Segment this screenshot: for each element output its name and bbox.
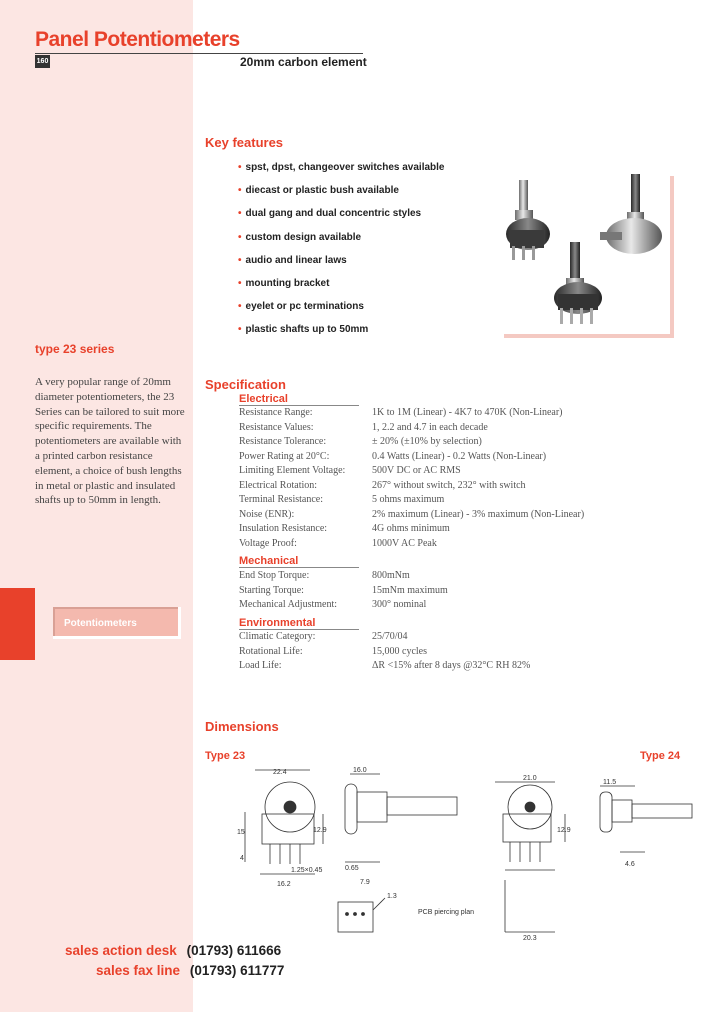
electrical-heading: Electrical: [239, 393, 288, 405]
list-item: • audio and linear laws: [238, 254, 347, 266]
title-rule: [35, 53, 363, 54]
mechanical-heading: Mechanical: [239, 555, 299, 567]
dim-label: 7.9: [360, 879, 370, 886]
mechanical-table: [239, 569, 448, 613]
list-item: • mounting bracket: [238, 277, 330, 289]
table-row: [239, 421, 584, 436]
table-row: [239, 479, 584, 494]
dim-label: 4: [240, 855, 244, 862]
page-subtitle: 20mm carbon element: [240, 55, 367, 69]
table-row: [239, 645, 530, 660]
fax-number: (01793) 611777: [189, 963, 285, 978]
environmental-table: [239, 630, 530, 674]
dim-label: 15: [237, 829, 245, 836]
section-marker: [0, 588, 35, 660]
spec-label: Resistance Tolerance:: [239, 436, 327, 447]
dim-label: 12.9: [313, 827, 327, 834]
dimensions-heading: Dimensions: [205, 719, 279, 734]
dimension-drawing: [205, 762, 700, 942]
piercing-plan: [338, 898, 385, 932]
type23-side-view: [345, 774, 457, 862]
environmental-heading: Environmental: [239, 617, 316, 629]
spec-value: ΔR <15% after 8 days @32°C RH 82%: [372, 660, 531, 671]
list-item: • plastic shafts up to 50mm: [238, 324, 369, 336]
spec-label: Starting Torque:: [239, 584, 304, 596]
dim-label: 4.6: [625, 861, 635, 868]
dim-label: 16.0: [353, 767, 367, 774]
spec-label: Load Life:: [239, 660, 282, 671]
sales-number: (01793) 611666: [186, 943, 282, 958]
spec-value: 500V DC or AC RMS: [372, 465, 461, 476]
fax-label: sales fax line: [96, 963, 181, 978]
table-row: [239, 450, 584, 465]
series-description: A very popular range of 20mm diameter potentiometers, the 23 Series can be tailored to suit more specific requirements. The potentiometers are available with a printed carbon resistance element, a choice of bush lengths in metal or plastic and insulated shafts up to 50mm in length.: [35, 376, 185, 507]
nav-tab-potentiometers[interactable]: Potentiometers: [53, 607, 181, 639]
dim-label: PCB piercing plan: [418, 909, 475, 916]
spec-label: Terminal Resistance:: [239, 494, 323, 505]
table-row: [239, 508, 584, 523]
spec-value: 25/70/04: [372, 631, 408, 642]
electrical-table: [239, 406, 584, 551]
series-heading: type 23 series: [35, 342, 115, 356]
spec-label: Rotational Life:: [239, 645, 303, 657]
table-row: [239, 522, 584, 537]
dim-label: 11.5: [603, 779, 617, 786]
list-item: • dual gang and dual concentric styles: [238, 208, 422, 220]
spec-label: Mechanical Adjustment:: [239, 599, 338, 610]
table-row: [239, 435, 584, 450]
type23-front-view: [245, 770, 323, 874]
spec-label: Power Rating at 20°C:: [239, 450, 330, 462]
spec-value: 300° nominal: [372, 599, 427, 610]
spec-label: Voltage Proof:: [239, 537, 297, 549]
spec-value: 1000V AC Peak: [372, 537, 437, 549]
dim-label: 22.4: [273, 769, 287, 776]
list-item: • eyelet or pc terminations: [238, 301, 364, 313]
table-row: [239, 406, 584, 421]
spec-value: ± 20% (±10% by selection): [372, 436, 482, 447]
spec-label: Resistance Values:: [239, 421, 314, 433]
product-photo: [500, 172, 670, 334]
spec-value: 15,000 cycles: [372, 645, 427, 657]
dim-label: 12.9: [557, 827, 571, 834]
dim-label: 1.25×0.45: [291, 867, 323, 874]
table-row: [239, 493, 584, 508]
table-row: [239, 464, 584, 479]
dim-label: 1.3: [387, 893, 397, 900]
spec-label: Noise (ENR):: [239, 508, 295, 520]
spec-label: End Stop Torque:: [239, 570, 310, 581]
spec-label: Electrical Rotation:: [239, 479, 318, 491]
features-list: [238, 162, 444, 348]
spec-label: Resistance Range:: [239, 407, 313, 418]
spec-value: 267° without switch, 232° with switch: [372, 479, 526, 491]
list-item: • custom design available: [238, 231, 362, 243]
specification-heading: Specification: [205, 377, 286, 392]
spec-value: 5 ohms maximum: [372, 494, 445, 505]
table-row: [239, 659, 530, 674]
spec-label: Insulation Resistance:: [239, 523, 328, 534]
page-number: 160: [35, 55, 50, 68]
dim-label: 20.3: [523, 935, 537, 942]
type-24-label: Type 24: [640, 750, 681, 762]
dim-label: 21.0: [523, 775, 537, 782]
table-row: [239, 598, 448, 613]
dim-label: 16.2: [277, 881, 291, 888]
sales-label: sales action desk: [65, 943, 177, 958]
spec-label: Climatic Category:: [239, 631, 316, 642]
spec-value: 1K to 1M (Linear) - 4K7 to 470K (Non-Linear): [372, 407, 563, 418]
key-features-heading: Key features: [205, 135, 284, 150]
list-item: • spst, dpst, changeover switches available: [238, 162, 445, 173]
fax-line: [96, 963, 284, 978]
dim-label: 0.65: [345, 865, 359, 872]
spec-value: 4G ohms minimum: [372, 523, 450, 534]
page-title: Panel Potentiometers: [35, 28, 240, 51]
type24-front-view: [495, 782, 565, 932]
spec-value: 0.4 Watts (Linear) - 0.2 Watts (Non-Linear): [372, 450, 547, 462]
spec-value: 800mNm: [372, 570, 410, 581]
table-row: [239, 630, 530, 645]
type24-side-view: [600, 786, 692, 852]
sales-desk-line: [65, 943, 281, 958]
spec-value: 1, 2.2 and 4.7 in each decade: [372, 421, 488, 433]
table-row: [239, 537, 584, 552]
table-row: [239, 584, 448, 599]
spec-label: Limiting Element Voltage:: [239, 465, 346, 476]
spec-value: 2% maximum (Linear) - 3% maximum (Non-Linear): [372, 508, 585, 520]
table-row: [239, 569, 448, 584]
divider: [239, 567, 359, 568]
spec-value: 15mNm maximum: [372, 584, 448, 596]
list-item: • diecast or plastic bush available: [238, 185, 399, 197]
type-23-label: Type 23: [205, 750, 246, 762]
